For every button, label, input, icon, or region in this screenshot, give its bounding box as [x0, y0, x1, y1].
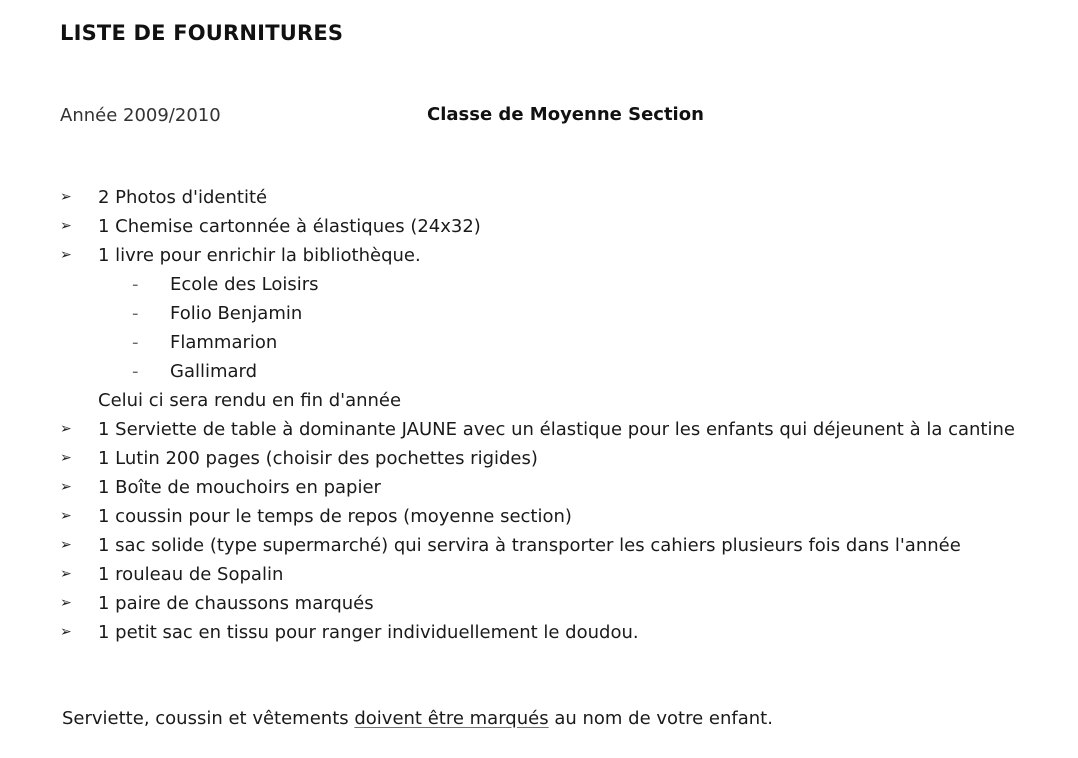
list-item-text: 1 petit sac en tissu pour ranger individuellement le doudou. [98, 622, 639, 643]
list-item [60, 589, 1050, 618]
document-title: LISTE DE FOURNITURES [60, 21, 344, 45]
publisher-item [60, 357, 1050, 386]
arrow-bullet-icon: ➢ [60, 537, 72, 553]
footer-suffix: au nom de votre enfant. [548, 708, 773, 729]
supplies-list [60, 183, 1050, 647]
list-item-text: 1 paire de chaussons marqués [98, 593, 374, 614]
list-item-text: 1 livre pour enrichir la bibliothèque. [98, 245, 421, 266]
arrow-bullet-icon: ➢ [60, 421, 72, 437]
publisher-sublist [60, 270, 1050, 386]
arrow-bullet-icon: ➢ [60, 566, 72, 582]
publisher-item [60, 299, 1050, 328]
list-item-text: 1 Lutin 200 pages (choisir des pochettes rigides) [98, 448, 538, 469]
arrow-bullet-icon: ➢ [60, 508, 72, 524]
arrow-bullet-icon: ➢ [60, 247, 72, 263]
publisher-item [60, 328, 1050, 357]
footer-prefix: Serviette, coussin et vêtements [62, 708, 355, 729]
publisher-item [60, 270, 1050, 299]
arrow-bullet-icon: ➢ [60, 218, 72, 234]
list-item [60, 212, 1050, 241]
list-item [60, 618, 1050, 647]
publisher-name: Folio Benjamin [170, 303, 303, 324]
publisher-name: Gallimard [170, 361, 258, 382]
list-item [60, 444, 1050, 473]
arrow-bullet-icon: ➢ [60, 189, 72, 205]
list-item [60, 502, 1050, 531]
list-item-text: 2 Photos d'identité [98, 187, 268, 208]
dash-bullet-icon: - [132, 332, 139, 353]
dash-bullet-icon: - [132, 361, 139, 382]
dash-bullet-icon: - [132, 274, 139, 295]
publisher-name: Flammarion [170, 332, 278, 353]
list-item [60, 531, 1050, 560]
book-note: Celui ci sera rendu en fin d'année [98, 390, 402, 411]
footer-underlined-text: doivent être marqués [354, 708, 549, 729]
arrow-bullet-icon: ➢ [60, 624, 72, 640]
list-item [60, 473, 1050, 502]
class-name: Classe de Moyenne Section [427, 104, 704, 125]
list-item [60, 560, 1050, 589]
list-item [60, 415, 1050, 444]
list-item-text: 1 rouleau de Sopalin [98, 564, 284, 585]
list-item-text: 1 Boîte de mouchoirs en papier [98, 477, 381, 498]
list-item [60, 183, 1050, 212]
list-item-text: 1 sac solide (type supermarché) qui servira à transporter les cahiers plusieurs fois dans l'année [98, 535, 961, 556]
publisher-sublist-container [60, 270, 1050, 386]
school-year: Année 2009/2010 [60, 105, 221, 126]
arrow-bullet-icon: ➢ [60, 595, 72, 611]
arrow-bullet-icon: ➢ [60, 450, 72, 466]
list-item-text: 1 Chemise cartonnée à élastiques (24x32) [98, 216, 481, 237]
footer-note [62, 708, 773, 729]
dash-bullet-icon: - [132, 303, 139, 324]
list-item [60, 241, 1050, 270]
list-item-text: 1 coussin pour le temps de repos (moyenne section) [98, 506, 572, 527]
list-item-text: 1 Serviette de table à dominante JAUNE avec un élastique pour les enfants qui déjeunent à la cantine [98, 419, 1015, 440]
publisher-name: Ecole des Loisirs [170, 274, 319, 295]
arrow-bullet-icon: ➢ [60, 479, 72, 495]
